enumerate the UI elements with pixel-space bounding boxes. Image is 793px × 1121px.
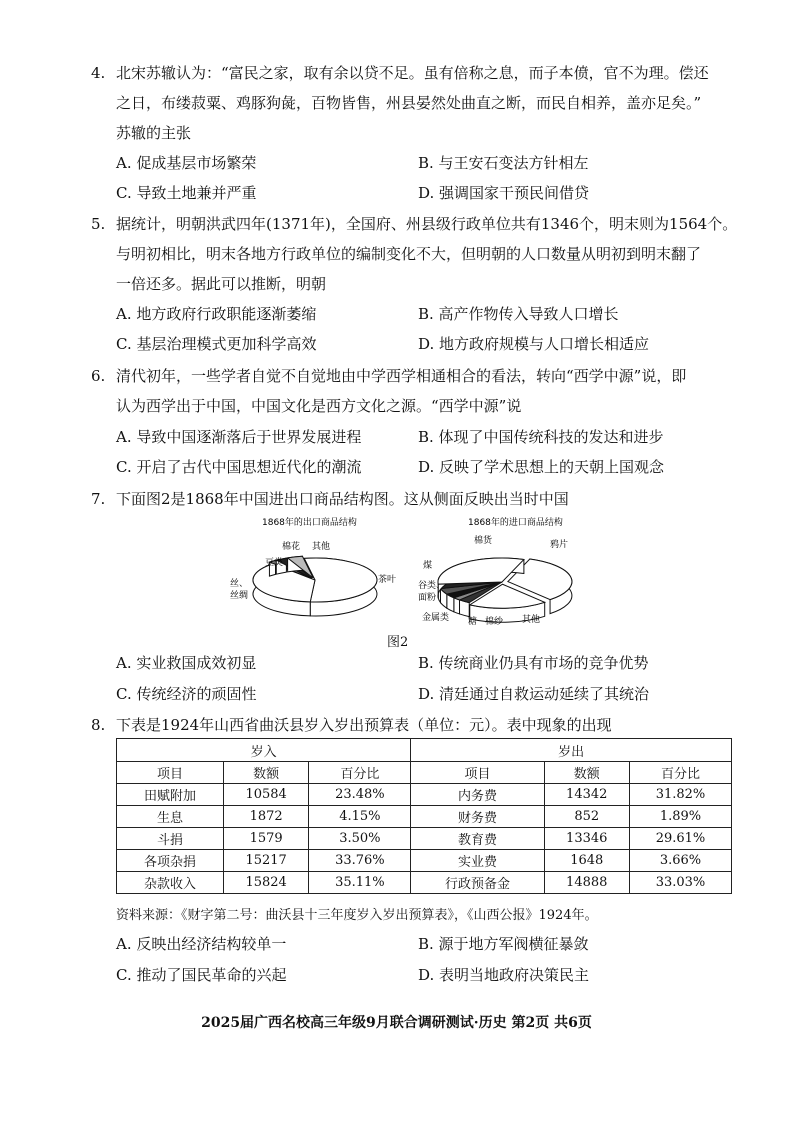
table-cell: 4.15% [309, 806, 411, 828]
table-source-note: 资料来源：《财字第二号：曲沃县十三年度岁入岁出预算表》，《山西公报》1924年。 [116, 908, 598, 923]
table-row [117, 872, 732, 894]
q8-option-c: C. 推动了国民革命的兴起 [116, 966, 287, 984]
table-cell: 15824 [223, 872, 308, 894]
q5-option-b: B. 高产作物传入导致人口增长 [418, 305, 619, 323]
col-header: 项目 [411, 762, 544, 784]
import-label-grain-2: 面粉 [418, 593, 437, 603]
q5-stem-line-3: 一倍还多。据此可以推断，明朝 [116, 275, 327, 293]
table-cell: 852 [544, 806, 629, 828]
q7-option-d: D. 清廷通过自救运动延续了其统治 [418, 685, 650, 703]
q7-option-b: B. 传统商业仍具有市场的竞争优势 [418, 654, 649, 672]
q6-option-d: D. 反映了学术思想上的天朝上国观念 [418, 458, 665, 476]
q6-number: 6. [91, 367, 106, 385]
page-footer: 2025届广西名校高三年级9月联合调研测试·历史 第2页 共6页 [201, 1015, 592, 1031]
q6-option-b: B. 体现了中国传统科技的发达和进步 [418, 428, 664, 446]
export-label-cotton: 棉花 [282, 542, 301, 552]
import-chart-title: 1868年的进口商品结构 [468, 518, 563, 528]
import-label-grain: 谷类、 [418, 581, 446, 591]
q5-option-a: A. 地方政府行政职能逐渐萎缩 [116, 305, 317, 323]
col-header: 数额 [223, 762, 308, 784]
q6-option-a: A. 导致中国逐渐落后于世界发展进程 [116, 428, 362, 446]
table-cell: 财务费 [411, 806, 544, 828]
table-cell: 14342 [544, 784, 629, 806]
q6-option-c: C. 开启了古代中国思想近代化的潮流 [116, 458, 362, 476]
q8-option-a: A. 反映出经济结构较单一 [116, 935, 287, 953]
table-row [117, 806, 732, 828]
q4-option-c: C. 导致土地兼并严重 [116, 184, 257, 202]
table-row [117, 850, 732, 872]
q4-number: 4. [91, 64, 106, 82]
q5-number: 5. [91, 215, 106, 233]
table-cell: 29.61% [629, 828, 731, 850]
q8-option-b: B. 源于地方军阀横征暴敛 [418, 935, 589, 953]
q4-option-a: A. 促成基层市场繁荣 [116, 154, 257, 172]
q4-option-d: D. 强调国家干预民间借贷 [418, 184, 590, 202]
table-cell: 3.50% [309, 828, 411, 850]
table-cell: 各项杂捐 [117, 850, 224, 872]
q5-stem-line-2: 与明初相比，明末各地方行政单位的编制变化不大，但明朝的人口数量从明初到明末翻了 [116, 245, 702, 263]
table-cell: 实业费 [411, 850, 544, 872]
q7-option-a: A. 实业救国成效初显 [116, 654, 257, 672]
table-cell: 1872 [223, 806, 308, 828]
table-cell: 行政预备金 [411, 872, 544, 894]
table-cell: 31.82% [629, 784, 731, 806]
export-label-beans: 豆类 [265, 558, 284, 568]
import-label-opium: 鸦片 [550, 540, 569, 550]
table-cell: 斗捐 [117, 828, 224, 850]
q4-stem-line-3: 苏辙的主张 [116, 124, 192, 142]
q7-stem-line-1: 下面图2是1868年中国进出口商品结构图。这从侧面反映出当时中国 [116, 490, 569, 508]
col-header: 百分比 [629, 762, 731, 784]
table-row [117, 784, 732, 806]
table-cell: 33.76% [309, 850, 411, 872]
table-header-row [117, 762, 732, 784]
q6-stem-line-1: 清代初年，一些学者自觉不自觉地由中学西学相通相合的看法，转向“西学中源”说，即 [116, 367, 687, 385]
table-cell: 1579 [223, 828, 308, 850]
q4-stem-line-2: 之日，布缕菽粟、鸡豚狗彘，百物皆售，州县晏然处曲直之断，而民自相养，盖亦足矣。” [116, 94, 702, 112]
export-label-other: 其他 [312, 542, 331, 552]
table-cell: 田赋附加 [117, 784, 224, 806]
table-cell: 33.03% [629, 872, 731, 894]
table-cell: 13346 [544, 828, 629, 850]
table-cell: 生息 [117, 806, 224, 828]
import-label-other: 其他 [522, 615, 541, 625]
col-header: 数额 [544, 762, 629, 784]
import-label-coal: 煤 [423, 561, 433, 571]
table-cell: 15217 [223, 850, 308, 872]
table-group-income: 岁入 [117, 739, 411, 762]
table-cell: 10584 [223, 784, 308, 806]
q5-option-c: C. 基层治理模式更加科学高效 [116, 335, 317, 353]
q7-option-c: C. 传统经济的顽固性 [116, 685, 257, 703]
q7-number: 7. [91, 490, 106, 508]
table-cell: 35.11% [309, 872, 411, 894]
table-cell: 1648 [544, 850, 629, 872]
import-label-yarn: 棉纱 [485, 617, 504, 627]
q8-number: 8. [91, 716, 106, 734]
table-row [117, 828, 732, 850]
q4-stem-line-1: 北宋苏辙认为：“富民之家，取有余以贷不足。虽有倍称之息，而子本偾，官不为理。偿还 [116, 64, 709, 82]
table-cell: 教育费 [411, 828, 544, 850]
import-label-cotton-goods: 棉货 [474, 536, 493, 546]
table-cell: 3.66% [629, 850, 731, 872]
q6-stem-line-2: 认为西学出于中国，中国文化是西方文化之源。“西学中源”说 [116, 397, 522, 415]
q8-option-d: D. 表明当地政府决策民主 [418, 966, 590, 984]
q8-stem-line-1: 下表是1924年山西省曲沃县岁入岁出预算表（单位：元）。表中现象的出现 [116, 716, 612, 734]
export-chart-title: 1868年的出口商品结构 [262, 518, 357, 528]
table-cell: 杂款收入 [117, 872, 224, 894]
import-label-metal: 金属类 [422, 613, 450, 623]
q5-option-d: D. 地方政府规模与人口增长相适应 [418, 335, 650, 353]
export-label-silk-2: 丝绸 [230, 591, 249, 601]
table-cell: 23.48% [309, 784, 411, 806]
pie-slice-side [454, 598, 460, 614]
export-label-tea: 茶叶 [378, 575, 397, 585]
col-header: 项目 [117, 762, 224, 784]
table-group-expense: 岁出 [411, 739, 732, 762]
import-label-sugar: 糖 [468, 617, 478, 627]
table-cell: 内务费 [411, 784, 544, 806]
figure-caption: 图2 [387, 635, 409, 650]
table-cell: 1.89% [629, 806, 731, 828]
table-cell: 14888 [544, 872, 629, 894]
q5-stem-line-1: 据统计，明朝洪武四年(1371年)，全国府、州县级行政单位共有1346个，明末则为1564个。 [116, 215, 738, 233]
q4-option-b: B. 与王安石变法方针相左 [418, 154, 589, 172]
export-label-silk: 丝、 [230, 579, 249, 589]
col-header: 百分比 [309, 762, 411, 784]
budget-table [116, 738, 732, 894]
figure-2-pie-charts [220, 512, 590, 632]
